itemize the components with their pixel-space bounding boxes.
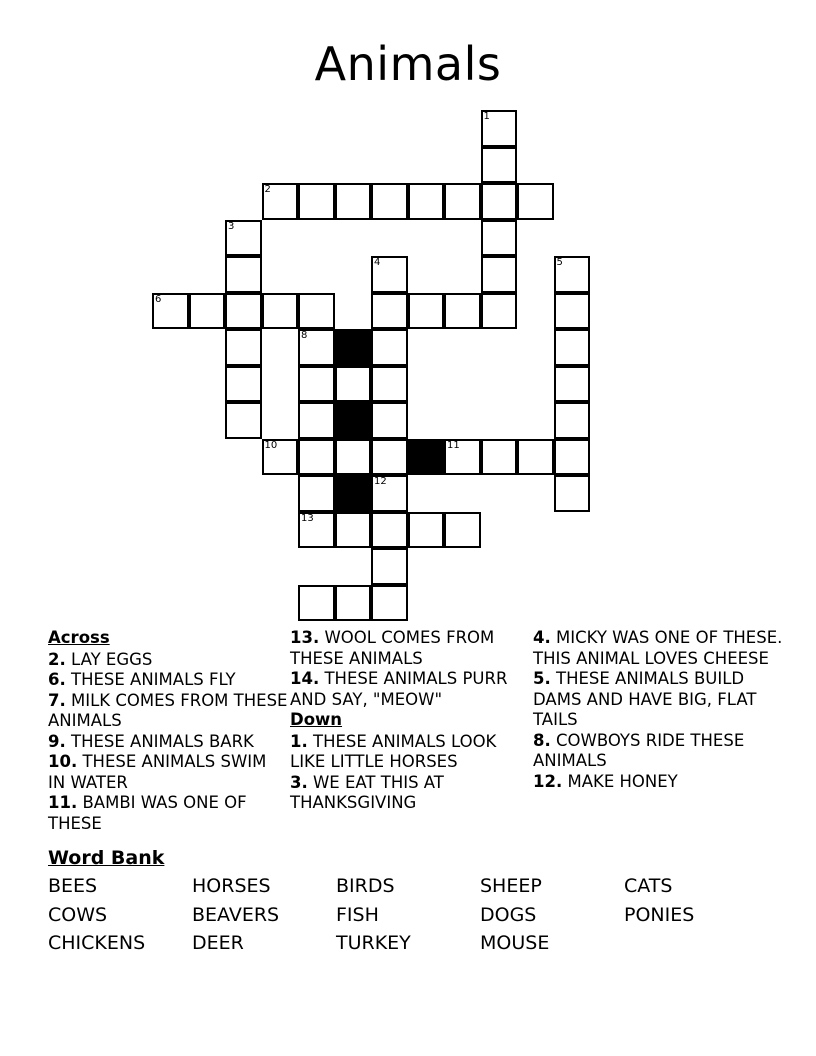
clue-text: BAMBI WAS ONE OF THESE [48, 793, 247, 833]
clue-number: 11 [447, 439, 460, 451]
clue-number-label: 13. [290, 628, 320, 647]
grid-cell[interactable] [262, 293, 299, 330]
grid-cell[interactable] [298, 475, 335, 512]
word-bank-word: COWS [48, 904, 108, 926]
black-square [335, 402, 372, 439]
grid-cell[interactable] [554, 293, 591, 330]
clue-text: LAY EGGS [65, 649, 153, 669]
clue-number-label: 6. [48, 670, 66, 689]
clue-number-label: 2. [48, 649, 66, 669]
grid-cell[interactable] [189, 293, 226, 330]
grid-cell[interactable] [225, 220, 262, 257]
grid-cell[interactable] [298, 366, 335, 403]
clue-number-label: 11. [48, 793, 78, 812]
grid-cell[interactable] [408, 512, 445, 549]
grid-cell[interactable] [554, 366, 591, 403]
word-bank-word: TURKEY [336, 932, 411, 954]
black-square [408, 439, 445, 476]
grid-cell[interactable] [152, 293, 189, 330]
clue-text: COWBOYS RIDE THESE ANIMALS [533, 730, 745, 770]
clue-number-label: 8. [533, 730, 551, 750]
grid-cell[interactable] [481, 110, 518, 147]
grid-cell[interactable] [517, 439, 554, 476]
clue [533, 772, 783, 793]
clue-number-label: 14. [290, 669, 320, 688]
grid-cell[interactable] [298, 293, 335, 330]
grid-cell[interactable] [444, 512, 481, 549]
grid-cell[interactable] [408, 293, 445, 330]
clue-number: 13 [301, 512, 314, 524]
clue [290, 669, 530, 710]
grid-cell[interactable] [371, 439, 408, 476]
grid-cell[interactable] [371, 183, 408, 220]
grid-cell[interactable] [444, 183, 481, 220]
word-bank-word: FISH [336, 904, 379, 926]
clue-number: 6 [155, 293, 162, 305]
grid-cell[interactable] [298, 183, 335, 220]
clue-number: 1 [483, 111, 490, 122]
grid-cell[interactable] [225, 256, 262, 293]
word-bank-word: DOGS [480, 904, 537, 926]
clue-number-label: 12. [533, 771, 563, 791]
clue-number-label: 7. [48, 690, 66, 710]
clue-text: MAKE HONEY [562, 771, 678, 791]
grid-cell[interactable] [481, 220, 518, 257]
word-bank-word: BEAVERS [192, 904, 280, 926]
clue-number: 3 [228, 220, 235, 232]
clue-text: WE EAT THIS AT THANKSGIVING [290, 772, 444, 812]
grid-cell[interactable] [371, 475, 408, 512]
across-clue-list [48, 650, 288, 835]
word-bank-word: PONIES [624, 904, 695, 926]
clue-number: 4 [374, 257, 381, 268]
black-square [335, 329, 372, 366]
word-bank-word: CATS [624, 875, 673, 897]
clue-text: THESE ANIMALS FLY [65, 670, 236, 689]
grid-cell[interactable] [371, 329, 408, 366]
clue-number-label: 9. [48, 731, 66, 751]
grid-cell[interactable] [335, 183, 372, 220]
grid-cell[interactable] [335, 512, 372, 549]
word-bank-title: Word Bank [48, 847, 165, 869]
clue [48, 793, 288, 834]
grid-cell[interactable] [481, 293, 518, 330]
grid-cell[interactable] [481, 439, 518, 476]
grid-cell[interactable] [554, 475, 591, 512]
down-clue-list-continued [533, 628, 783, 792]
clue-text: MICKY WAS ONE OF THESE. THIS ANIMAL LOVES CHEESE [533, 628, 783, 668]
clue [290, 732, 530, 773]
down-header: Down [290, 710, 343, 729]
clue-text: THESE ANIMALS SWIM IN WATER [48, 752, 267, 792]
clue [48, 752, 288, 793]
grid-cell[interactable] [554, 439, 591, 476]
clue-number-label: 4. [533, 628, 551, 647]
grid-cell[interactable] [371, 256, 408, 293]
clue-number: 8 [301, 330, 308, 341]
clue-number-label: 3. [290, 772, 308, 792]
grid-cell[interactable] [335, 366, 372, 403]
grid-cell[interactable] [408, 183, 445, 220]
clue-number: 12 [374, 476, 387, 487]
word-bank-word: BIRDS [336, 875, 395, 897]
clue-text: THESE ANIMALS LOOK LIKE LITTLE HORSES [290, 731, 497, 771]
clues-column-3 [533, 628, 783, 792]
grid-cell[interactable] [371, 366, 408, 403]
clue-number-label: 1. [290, 731, 308, 751]
grid-cell[interactable] [298, 439, 335, 476]
grid-cell[interactable] [225, 293, 262, 330]
grid-cell[interactable] [298, 402, 335, 439]
clue [290, 773, 530, 814]
clue-text: WOOL COMES FROM THESE ANIMALS [290, 628, 495, 668]
grid-cell[interactable] [444, 439, 481, 476]
clue [48, 650, 288, 671]
word-bank-word: MOUSE [480, 932, 550, 954]
clue-text: THESE ANIMALS BARK [65, 731, 254, 751]
grid-cell[interactable] [262, 439, 299, 476]
across-header: Across [48, 628, 110, 647]
word-bank-word: CHICKENS [48, 932, 146, 954]
grid-cell[interactable] [225, 329, 262, 366]
grid-cell[interactable] [371, 548, 408, 585]
word-bank-word: BEES [48, 875, 98, 897]
word-bank-word: HORSES [192, 875, 271, 897]
clue-number: 10 [264, 439, 278, 451]
clue-text: THESE ANIMALS BUILD DAMS AND HAVE BIG, FLAT TAILS [533, 669, 757, 729]
clue [290, 628, 530, 669]
grid-cell[interactable] [298, 585, 335, 622]
clue-number-label: 10. [48, 752, 78, 771]
grid-cell[interactable] [554, 402, 591, 439]
clue [48, 732, 288, 753]
clue [533, 628, 783, 669]
grid-cell[interactable] [225, 402, 262, 439]
grid-cell[interactable] [335, 585, 372, 622]
clue-text: MILK COMES FROM THESE ANIMALS [48, 690, 288, 730]
grid-cell[interactable] [298, 512, 335, 549]
grid-cell[interactable] [335, 439, 372, 476]
down-clue-list [290, 732, 530, 814]
grid-cell[interactable] [481, 183, 518, 220]
clues-column-2 [290, 628, 530, 814]
clue-text: THESE ANIMALS PURR AND SAY, "MEOW" [290, 669, 508, 709]
clue-number: 5 [556, 257, 563, 268]
grid-cell[interactable] [371, 293, 408, 330]
grid-cell[interactable] [371, 402, 408, 439]
grid-cell[interactable] [371, 585, 408, 622]
clues-column-1 [48, 628, 288, 834]
black-square [335, 475, 372, 512]
grid-cell[interactable] [481, 256, 518, 293]
grid-cell[interactable] [371, 512, 408, 549]
grid-cell[interactable] [517, 183, 554, 220]
word-bank-word: DEER [192, 932, 244, 954]
grid-cell[interactable] [554, 329, 591, 366]
puzzle-title: Animals [314, 37, 502, 91]
clue-number-label: 5. [533, 669, 551, 688]
clue [48, 670, 288, 691]
clue [533, 731, 783, 772]
grid-cell[interactable] [298, 329, 335, 366]
grid-cell[interactable] [225, 366, 262, 403]
grid-cell[interactable] [554, 256, 591, 293]
grid-cell[interactable] [481, 147, 518, 184]
word-bank-word: SHEEP [480, 875, 542, 897]
clue-number: 2 [264, 184, 271, 195]
across-clue-list-continued [290, 628, 530, 710]
clue [48, 691, 288, 732]
grid-cell[interactable] [444, 293, 481, 330]
grid-cell[interactable] [262, 183, 299, 220]
clue [533, 669, 783, 731]
